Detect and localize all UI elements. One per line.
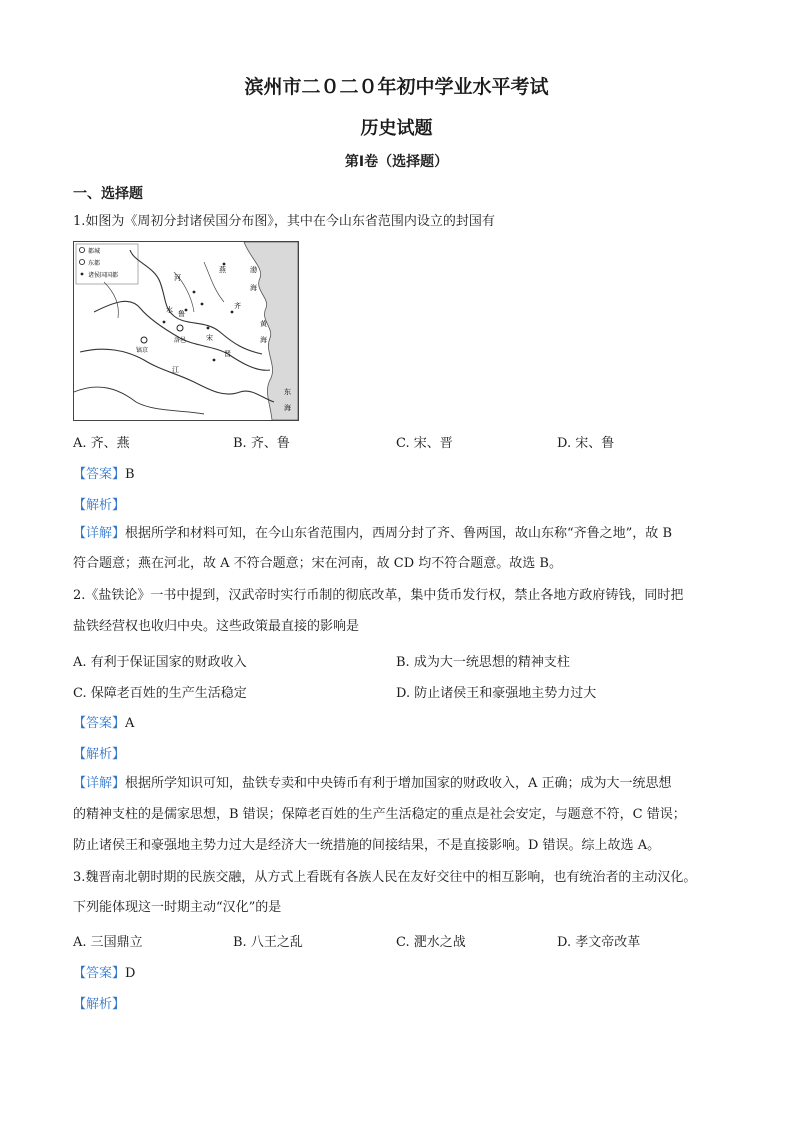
- q1-detail-line-1: [73, 524, 672, 544]
- q1-answer: [73, 463, 135, 482]
- map-label-luoyi: 洛邑: [174, 337, 187, 344]
- q3-answer-tag: 【答案】: [73, 966, 126, 981]
- legend-capital: 都城: [88, 248, 101, 255]
- exam-title: 滨州市二０二０年初中学业水平考试: [244, 76, 549, 98]
- map-label-lu: 鲁: [178, 310, 185, 318]
- q2-detail-text-1: 根据所学知识可知，盐铁专卖和中央铸币有利于增加国家的财政收入，A 正确；成为大一统思想: [125, 776, 672, 791]
- map-drawing: [74, 242, 298, 420]
- q2-option-b: B. 成为大一统思想的精神支柱: [396, 655, 570, 670]
- q1-detail-line-2: 符合题意；燕在河北，故 A 不符合题意；宋在河南，故 CD 均不符合题意。故选 B。: [73, 556, 562, 571]
- q1-option-a: A. 齐、燕: [73, 436, 130, 451]
- map-label-hai-1: 海: [250, 284, 257, 292]
- q3-option-c: C. 淝水之战: [396, 935, 466, 950]
- map-label-river: 河: [174, 274, 181, 282]
- q2-detail-line-1: [73, 774, 672, 794]
- map-label-shui: 水: [166, 306, 173, 314]
- q1-analysis-tag: 【解析】: [73, 498, 126, 513]
- q3-option-b: B. 八王之乱: [233, 935, 303, 950]
- paper-part-title: 第Ⅰ卷（选择题）: [344, 154, 449, 170]
- q1-answer-tag: 【答案】: [73, 467, 126, 482]
- q1-answer-value: B: [125, 467, 135, 482]
- q2-option-a: A. 有利于保证国家的财政收入: [73, 655, 247, 670]
- question-3-stem-line-2: 下列能体现这一时期主动“汉化”的是: [73, 900, 282, 915]
- question-3-stem-line-1: 3.魏晋南北朝时期的民族交融，从方式上看既有各族人民在友好交往中的相互影响，也有统治者的主动汉化。: [73, 870, 697, 885]
- q1-option-c: C. 宋、晋: [396, 436, 453, 451]
- q3-option-d: D. 孝文帝改革: [557, 935, 641, 950]
- map-label-song: 宋: [206, 334, 213, 342]
- q2-answer-value: A: [125, 716, 135, 731]
- subject-title: 历史试题: [360, 118, 433, 139]
- legend-fief-capital: 诸侯国国都: [88, 272, 119, 279]
- q1-option-d: D. 宋、鲁: [557, 436, 615, 451]
- q2-detail-line-2: 的精神支柱的是儒家思想，B 错误；保障老百姓的生产生活稳定的重点是社会安定，与题意不符，C 错误；: [73, 807, 686, 822]
- legend-east-capital: 东都: [88, 260, 101, 267]
- q2-detail-tag: 【详解】: [73, 776, 126, 791]
- question-2-stem-line-1: 2.《盐铁论》一书中提到，汉武帝时实行币制的彻底改革，集中货币发行权，禁止各地方政府铸钱，同时把: [73, 588, 684, 603]
- map-label-jiang: 江: [172, 366, 179, 374]
- q2-option-c: C. 保障老百姓的生产生活稳定: [73, 686, 247, 701]
- q3-answer: [73, 962, 135, 981]
- zhou-fief-map: [73, 241, 299, 421]
- map-label-qi: 齐: [234, 302, 241, 310]
- q1-detail-text-1: 根据所学和材料可知，在今山东省范围内，西周分封了齐、鲁两国，故山东称“齐鲁之地”，故 B: [125, 526, 672, 541]
- q3-answer-value: D: [125, 966, 136, 981]
- q2-option-d: D. 防止诸侯王和豪强地主势力过大: [396, 686, 597, 701]
- map-label-bo: 渤: [250, 266, 257, 274]
- q1-detail-tag: 【详解】: [73, 526, 126, 541]
- q2-analysis-tag: 【解析】: [73, 747, 126, 762]
- map-label-haojing: 镐京: [136, 347, 149, 354]
- question-1-stem: 1.如图为《周初分封诸侯国分布图》，其中在今山东省范围内设立的封国有: [73, 214, 495, 229]
- map-label-jin: 晋: [224, 350, 231, 358]
- q2-answer-tag: 【答案】: [73, 716, 126, 731]
- map-label-yan: 燕: [219, 266, 226, 274]
- map-label-dong: 东: [284, 388, 291, 396]
- q1-option-b: B. 齐、鲁: [233, 436, 290, 451]
- q3-analysis-tag: 【解析】: [73, 997, 126, 1012]
- q2-answer: [73, 712, 134, 731]
- map-label-hai-2: 海: [260, 336, 267, 344]
- q2-detail-line-3: 防止诸侯王和豪强地主势力过大是经济大一统措施的间接结果，不是直接影响。D 错误。综上故选 A。: [73, 838, 661, 853]
- section-heading: 一、选择题: [73, 186, 143, 202]
- q3-option-a: A. 三国鼎立: [73, 935, 143, 950]
- map-label-huang: 黄: [260, 320, 267, 328]
- map-label-hai-3: 海: [284, 404, 291, 412]
- question-2-stem-line-2: 盐铁经营权也收归中央。这些政策最直接的影响是: [73, 619, 360, 634]
